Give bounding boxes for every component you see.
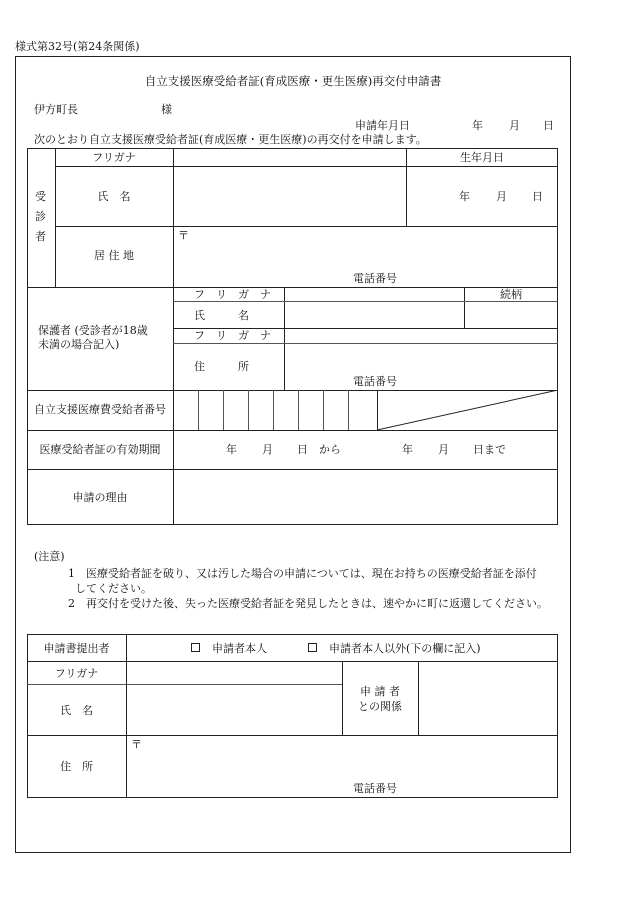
patient-postal-mark: 〒 — [178, 229, 189, 242]
patient-furigana-label: フリガナ — [92, 151, 136, 164]
patient-birthdate-label: 生年月日 — [460, 151, 504, 164]
reason-label: 申請の理由 — [72, 491, 128, 504]
validity-to-month: 月 — [438, 443, 449, 456]
guardian-phone-label: 電話番号 — [353, 375, 397, 388]
guardian-section-label-line2: 未満の場合記入) — [38, 338, 120, 351]
application-day-unit: 日 — [543, 119, 554, 132]
validity-to-year: 年 — [402, 443, 413, 456]
recipient-number-label: 自立支援医療費受給者番号 — [34, 403, 166, 416]
submitter-postal-mark: 〒 — [131, 738, 142, 751]
submitter-name-label: 氏 名 — [60, 704, 93, 717]
patient-section-label: 受診者 — [35, 190, 46, 243]
submitter-relation-line1: 申 請 者 — [360, 685, 400, 698]
validity-label: 医療受給者証の有効期間 — [39, 443, 161, 456]
note-2: 2 再交付を受けた後、失った医療受給者証を発見したときは、速やかに町に返還してください。 — [68, 597, 548, 610]
application-date-label: 申請年月日 — [355, 119, 410, 132]
validity-from-year: 年 — [226, 443, 237, 456]
application-year-unit: 年 — [472, 119, 483, 132]
submitter-self-option: 申請者本人 — [212, 642, 267, 655]
honorific: 様 — [161, 103, 172, 116]
birth-day-unit: 日 — [532, 190, 543, 203]
note-1-line2: してください。 — [75, 582, 152, 595]
submitter-self-checkbox[interactable] — [191, 643, 200, 652]
form-title: 自立支援医療受給者証(育成医療・更生医療)再交付申請書 — [144, 74, 442, 88]
intro-text: 次のとおり自立支援医療受給者証(育成医療・更生医療)の再交付を申請します。 — [34, 133, 427, 146]
submitter-other-checkbox[interactable] — [308, 643, 317, 652]
patient-phone-label: 電話番号 — [353, 272, 397, 285]
birth-month-unit: 月 — [496, 190, 507, 203]
submitter-relation-line2: との関係 — [358, 700, 402, 713]
guardian-furigana-label: フ リ ガ ナ — [194, 288, 271, 301]
birth-year-unit: 年 — [459, 190, 470, 203]
notes-heading: (注意) — [34, 550, 65, 563]
addressee: 伊方町長 — [34, 103, 78, 116]
guardian-section-label-line1: 保護者 (受診者が18歳 — [38, 324, 148, 337]
submitter-phone-label: 電話番号 — [353, 782, 397, 795]
submitter-label: 申請書提出者 — [43, 642, 110, 655]
recipient-number-slash — [377, 390, 558, 430]
application-month-unit: 月 — [509, 119, 520, 132]
guardian-address-label: 住 所 — [194, 360, 249, 373]
validity-from-day: 日 から — [297, 443, 341, 456]
guardian-furigana-label-2: フ リ ガ ナ — [194, 329, 271, 342]
submitter-furigana-label: フリガナ — [54, 667, 99, 680]
form-number: 様式第32号(第24条関係) — [15, 40, 140, 53]
submitter-table — [27, 634, 558, 798]
submitter-address-label: 住 所 — [60, 760, 93, 773]
validity-from-month: 月 — [262, 443, 273, 456]
guardian-relationship-label: 続柄 — [500, 288, 522, 301]
validity-to-day: 日まで — [473, 443, 506, 456]
submitter-other-option: 申請者本人以外(下の欄に記入) — [329, 642, 481, 655]
patient-name-label: 氏 名 — [97, 190, 131, 203]
note-1-line1: 1 医療受給者証を破り、又は汚した場合の申請については、現在お持ちの医療受給者証を添付 — [68, 567, 537, 580]
guardian-name-label: 氏 名 — [194, 309, 249, 322]
patient-address-label: 居 住 地 — [94, 249, 134, 262]
